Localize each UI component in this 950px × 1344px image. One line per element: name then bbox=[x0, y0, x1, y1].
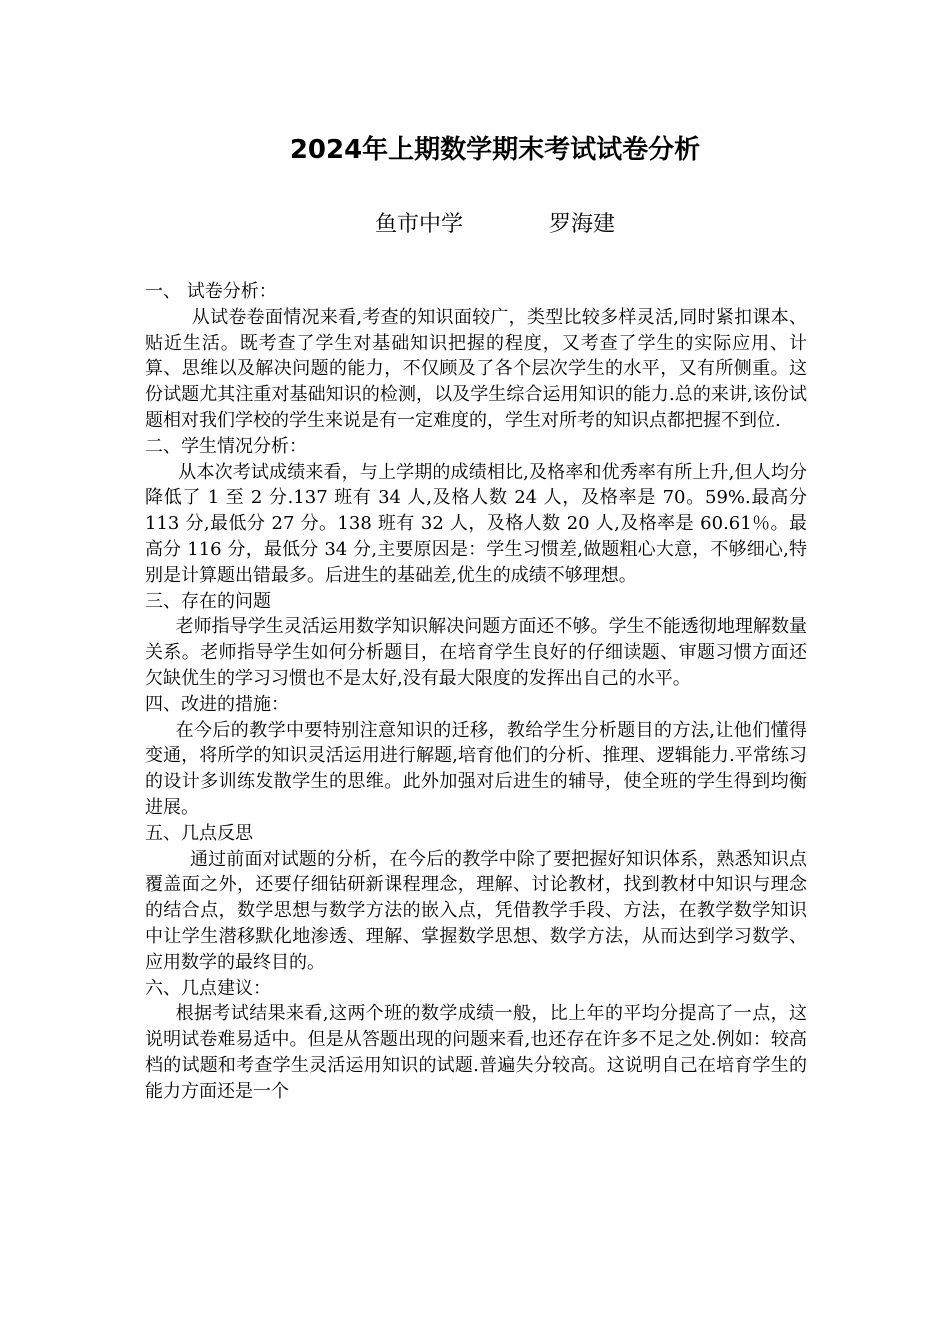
school-name: 鱼市中学 bbox=[374, 212, 463, 237]
section-body-2: 从本次考试成绩来看，与上学期的成绩相比,及格率和优秀率有所上升,但人均分降低了 1 至 2 分.137 班有 34 人,及格人数 24 人，及格率是 70。59%.最高分 113 分,最低分 27 分。138 班有 32 人，及格人数 20 人,及格率是 60.61％。最高分 116 分，最低分 34 分,主要原因是：学生习惯差,做题粗心大意，不够细心,特别是计算题出错最多。后进生的基础差,优生的成绩不够理想。 bbox=[145, 461, 807, 586]
section-body-1: 从试卷卷面情况来看,考查的知识面较广，类型比较多样灵活,同时紧扣课本、贴近生活。既考查了学生对基础知识把握的程度，又考查了学生的实际应用、计算、思维以及解决问题的能力，不仅顾及了各个层次学生的水平，又有所侧重。这份试题尤其注重对基础知识的检测，以及学生综合运用知识的能力.总的来讲,该份试题相对我们学校的学生来说是有一定难度的，学生对所考的知识点都把握不到位. bbox=[145, 306, 807, 431]
section-body-4: 在今后的教学中要特别注意知识的迁移，教给学生分析题目的方法,让他们懂得变通，将所学的知识灵活运用进行解题,培育他们的分析、推理、逻辑能力.平常练习的设计多训练发散学生的思维。此外加强对后进生的辅导，使全班的学生得到均衡进展。 bbox=[145, 719, 807, 818]
section-heading-5: 五、几点反思 bbox=[145, 822, 253, 844]
section-body-3: 老师指导学生灵活运用数学知识解决问题方面还不够。学生不能透彻地理解数量关系。老师指导学生如何分析题目，在培育学生良好的仔细读题、审题习惯方面还欠缺优生的学习习惯也不是太好,没有最大限度的发挥出自己的水平。 bbox=[145, 616, 807, 689]
section-heading-6: 六、几点建议： bbox=[145, 977, 271, 999]
section-heading-2: 二、学生情况分析： bbox=[145, 435, 307, 457]
section-heading-4: 四、改进的措施： bbox=[145, 693, 289, 715]
author-name: 罗海建 bbox=[549, 212, 616, 237]
document-title: 2024年上期数学期末考试试卷分析 bbox=[289, 135, 701, 165]
author-line bbox=[0, 210, 950, 240]
section-body-6: 根据考试结果来看,这两个班的数学成绩一般，比上年的平均分提高了一点，这说明试卷难易适中。但是从答题出现的问题来看,也还存在许多不足之处.例如：较高档的试题和考查学生灵活运用知识的试题.普遍失分较高。这说明自己在培育学生的能力方面还是一个 bbox=[145, 1003, 807, 1102]
section-body-5: 通过前面对试题的分析，在今后的教学中除了要把握好知识体系，熟悉知识点覆盖面之外，还要仔细钻研新课程理念，理解、讨论教材，找到教材中知识与理念的结合点，数学思想与数学方法的嵌入点，凭借教学手段、方法，在教学数学知识中让学生潜移默化地渗透、理解、掌握数学思想、数学方法，从而达到学习数学、应用数学的最终目的。 bbox=[145, 848, 807, 973]
section-heading-1: 一、 试卷分析： bbox=[145, 281, 277, 302]
section-heading-3: 三、存在的问题 bbox=[145, 590, 271, 612]
document-body bbox=[145, 279, 807, 1105]
